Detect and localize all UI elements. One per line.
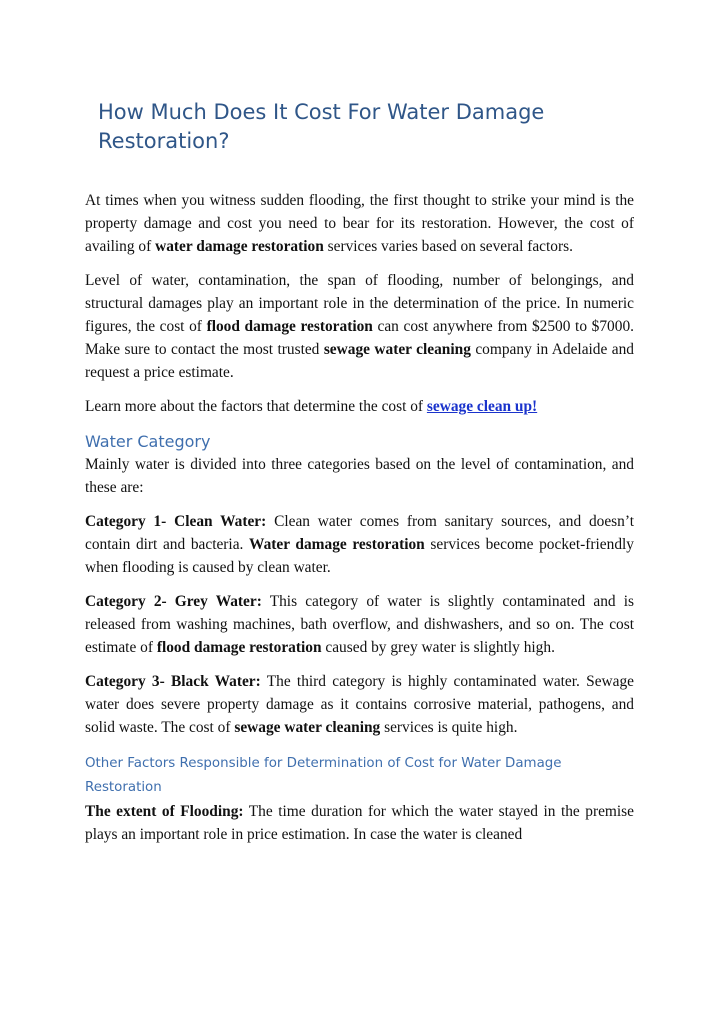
extent-of-flooding-label: The extent of Flooding: <box>85 803 244 820</box>
learn-more-paragraph <box>85 395 634 418</box>
extent-of-flooding-paragraph <box>85 800 634 846</box>
category-1-keyword: Water damage restoration <box>249 536 425 553</box>
level-text-2: can cost anywhere from $2500 to $7000. Make sure to contact the most trusted <box>85 318 634 358</box>
water-category-heading: Water Category <box>85 432 211 451</box>
category-3-text-1: The third category is highly contaminated water. Sewage water does severe property damage as it contains corrosive material, pathogens, and solid waste. The cost of <box>85 673 635 736</box>
category-2-text-2: caused by grey water is slightly high. <box>321 639 555 656</box>
intro-keyword: water damage restoration <box>155 238 324 255</box>
category-2-paragraph <box>85 590 634 659</box>
level-keyword-1: flood damage restoration <box>206 318 373 335</box>
water-category-paragraph: Mainly water is divided into three categories based on the level of contamination, and these are: <box>85 456 634 496</box>
intro-text-after: services varies based on several factors. <box>323 238 573 255</box>
category-1-label: Category 1- Clean Water: <box>85 513 267 530</box>
category-3-keyword: sewage water cleaning <box>234 719 381 736</box>
other-factors-heading: Other Factors Responsible for Determination of Cost for Water Damage Restoration <box>85 756 562 795</box>
level-text-1: Level of water, contamination, the span of flooding, number of belongings, and structural damages play an important role in the determination of the price. In numeric figures, the cost of <box>85 272 634 335</box>
document-page <box>0 98 720 1029</box>
page-title: How Much Does It Cost For Water Damage Restoration? <box>98 100 545 153</box>
level-text-3: company in Adelaide and request a price estimate. <box>85 341 634 381</box>
level-keyword-2: sewage water cleaning <box>323 341 471 358</box>
level-paragraph <box>85 269 634 384</box>
sewage-clean-up-link[interactable]: sewage clean up! <box>426 398 538 415</box>
intro-text-before: At times when you witness sudden flooding, the first thought to strike your mind is the property damage and cost you need to bear for its restoration. However, the cost of availing of <box>85 192 634 255</box>
category-2-label: Category 2- Grey Water: <box>85 593 262 610</box>
category-1-paragraph <box>85 510 634 579</box>
category-3-paragraph <box>85 670 634 739</box>
category-1-text-2: services become pocket-friendly when flooding is caused by clean water. <box>85 536 634 576</box>
extent-of-flooding-text: The time duration for which the water stayed in the premise plays an important role in price estimation. In case the water is cleaned <box>85 803 635 843</box>
category-1-text-1: Clean water comes from sanitary sources, and doesn’t contain dirt and bacteria. <box>85 513 634 553</box>
category-2-keyword: flood damage restoration <box>156 639 322 656</box>
learn-more-text: Learn more about the factors that determine the cost of <box>85 398 427 415</box>
category-2-text-1: This category of water is slightly contaminated and is released from washing machines, bath overflow, and dishwashers, and so on. The cost estimate of <box>85 593 634 656</box>
intro-paragraph <box>85 189 634 258</box>
category-3-label: Category 3- Black Water: <box>85 673 261 690</box>
category-3-text-2: services is quite high. <box>380 719 518 736</box>
